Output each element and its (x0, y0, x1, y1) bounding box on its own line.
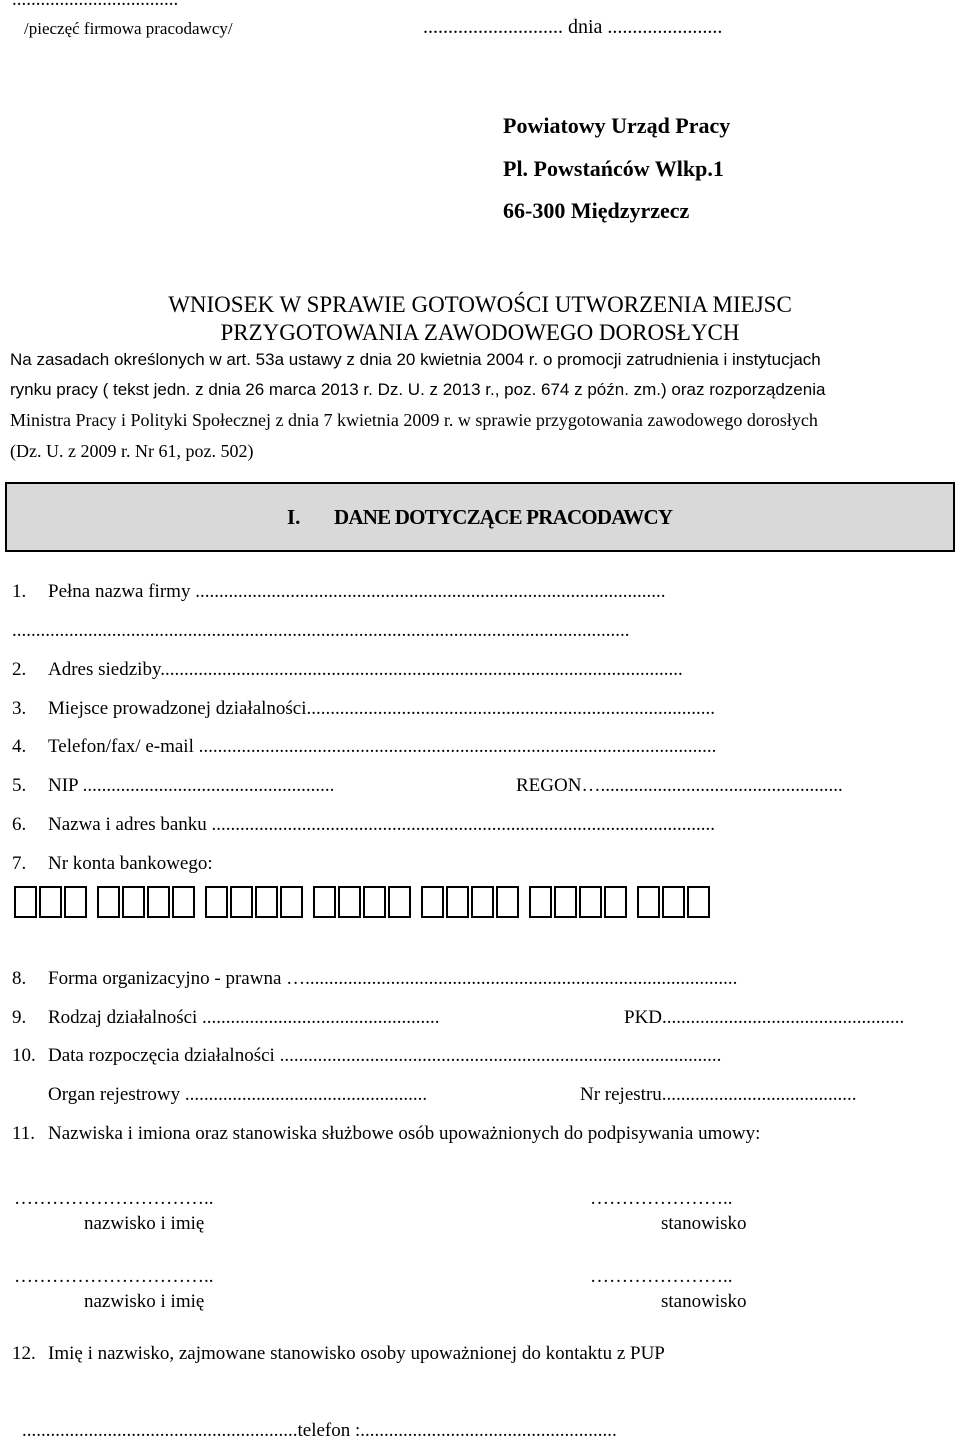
field-contact[interactable]: Telefon/fax/ e-mail ............................................................................................................. (48, 736, 717, 757)
signatory-name-field[interactable]: ………………………….. (14, 1266, 214, 1287)
account-digit-box[interactable] (421, 886, 444, 918)
account-digit-box[interactable] (147, 886, 170, 918)
item-number: 5. (12, 775, 27, 796)
document-title-line2: PRZYGOTOWANIA ZAWODOWEGO DOROSŁYCH (220, 320, 740, 345)
field-business-place[interactable]: Miejsce prowadzonej działalności...................................................................................... (48, 698, 716, 719)
signatory-position-field[interactable]: ………………….. (590, 1188, 733, 1209)
item-number: 4. (12, 736, 27, 757)
field-registry-body[interactable]: Organ rejestrowy ................................................... (48, 1084, 428, 1105)
legal-basis-line4: (Dz. U. z 2009 r. Nr 61, poz. 502) (10, 441, 254, 461)
item-number: 7. (12, 853, 27, 874)
signatory-name-label: nazwisko i imię (84, 1291, 205, 1312)
field-registry-number[interactable]: Nr rejestru......................................... (580, 1084, 857, 1105)
contact-person-label: Imię i nazwisko, zajmowane stanowisko osoby upoważnionej do kontaktu z PUP (48, 1343, 665, 1364)
item-number: 1. (12, 581, 27, 602)
account-digit-box[interactable] (280, 886, 303, 918)
field-regon[interactable]: REGON…................................................... (516, 775, 843, 796)
field-company-name-cont[interactable]: .................................................................................................................................. (12, 620, 630, 641)
field-activity-type[interactable]: Rodzaj działalności .................................................. (48, 1007, 440, 1028)
account-digit-box[interactable] (338, 886, 361, 918)
legal-basis-line1: Na zasadach określonych w art. 53a ustawy z dnia 20 kwietnia 2004 r. o promocji zatrudnienia i instytucjach (10, 350, 821, 369)
item-number: 8. (12, 968, 27, 989)
legal-basis-line3: Ministra Pracy i Polityki Społecznej z dnia 7 kwietnia 2009 r. w sprawie przygotowania zawodowego dorosłych (10, 410, 818, 430)
field-nip[interactable]: NIP ..................................................... (48, 775, 335, 796)
stamp-label: /pieczęć firmowa pracodawcy/ (24, 19, 233, 38)
account-digit-box[interactable] (554, 886, 577, 918)
recipient-city: 66-300 Międzyrzecz (503, 198, 690, 223)
account-digit-box[interactable] (363, 886, 386, 918)
item-number: 6. (12, 814, 27, 835)
account-digit-box[interactable] (604, 886, 627, 918)
field-company-name[interactable]: Pełna nazwa firmy ................................................................................................... (48, 581, 666, 602)
account-digit-box[interactable] (446, 886, 469, 918)
section-title: DANE DOTYCZĄCE PRACODAWCY (334, 505, 673, 529)
item-number: 2. (12, 659, 27, 680)
field-legal-form[interactable]: Forma organizacyjno - prawna …........................................................................................... (48, 968, 738, 989)
contact-person-field[interactable]: ..........................................................telefon :...................................................... (22, 1420, 617, 1441)
item-number: 9. (12, 1007, 27, 1028)
field-bank[interactable]: Nazwa i adres banku .......................................................................................................... (48, 814, 716, 835)
signatory-position-field[interactable]: ………………….. (590, 1266, 733, 1287)
section-number: I. (287, 505, 301, 529)
account-digit-box[interactable] (388, 886, 411, 918)
account-digit-box[interactable] (97, 886, 120, 918)
account-digit-box[interactable] (687, 886, 710, 918)
account-digit-box[interactable] (471, 886, 494, 918)
item-number: 3. (12, 698, 27, 719)
item-number: 11. (12, 1123, 36, 1144)
account-digit-box[interactable] (637, 886, 660, 918)
account-digit-box[interactable] (662, 886, 685, 918)
account-digit-box[interactable] (230, 886, 253, 918)
account-number-boxes[interactable] (14, 886, 710, 918)
field-seat-address[interactable]: Adres siedziby.............................................................................................................. (48, 659, 683, 680)
stamp-dots (12, 0, 178, 11)
account-digit-box[interactable] (255, 886, 278, 918)
document-title-line1: WNIOSEK W SPRAWIE GOTOWOŚCI UTWORZENIA MIEJSC (168, 292, 792, 317)
date-line: ............................ dnia ....................... (423, 16, 723, 38)
account-digit-box[interactable] (496, 886, 519, 918)
field-start-date[interactable]: Data rozpoczęcia działalności ............................................................................................. (48, 1045, 722, 1066)
account-digit-box[interactable] (205, 886, 228, 918)
account-digit-box[interactable] (529, 886, 552, 918)
authorized-persons-label: Nazwiska i imiona oraz stanowiska służbowe osób upoważnionych do podpisywania umowy: (48, 1123, 761, 1144)
signatory-position-label: stanowisko (661, 1291, 747, 1312)
legal-basis-line2: rynku pracy ( tekst jedn. z dnia 26 marca 2013 r. Dz. U. z 2013 r., poz. 674 z późn. zm.) oraz rozporządzenia (10, 380, 826, 399)
signatory-position-label: stanowisko (661, 1213, 747, 1234)
signatory-name-field[interactable]: ………………………….. (14, 1188, 214, 1209)
account-digit-box[interactable] (313, 886, 336, 918)
field-pkd[interactable]: PKD................................................... (624, 1007, 905, 1028)
item-number: 12. (12, 1343, 36, 1364)
account-digit-box[interactable] (64, 886, 87, 918)
recipient-street: Pl. Powstańców Wlkp.1 (503, 156, 724, 181)
account-digit-box[interactable] (122, 886, 145, 918)
signatory-name-label: nazwisko i imię (84, 1213, 205, 1234)
field-account-label: Nr konta bankowego: (48, 853, 213, 874)
recipient-office: Powiatowy Urząd Pracy (503, 113, 731, 138)
section-header (5, 482, 955, 552)
account-digit-box[interactable] (39, 886, 62, 918)
item-number: 10. (12, 1045, 36, 1066)
account-digit-box[interactable] (579, 886, 602, 918)
account-digit-box[interactable] (14, 886, 37, 918)
account-digit-box[interactable] (172, 886, 195, 918)
